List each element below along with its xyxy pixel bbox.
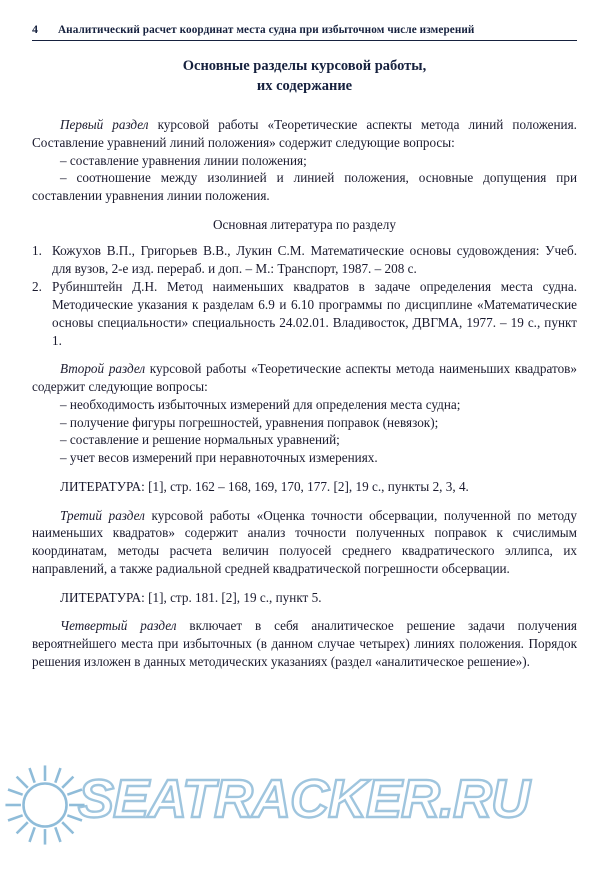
header-divider xyxy=(32,40,577,41)
section-second-intro xyxy=(32,360,577,396)
list-item xyxy=(32,278,577,349)
section-second-bullet-2: – получение фигуры погрешностей, уравнения поправок (невязок); xyxy=(60,414,439,430)
section-second-bullet-3: – составление и решение нормальных уравнений; xyxy=(60,432,340,448)
section-third-literature: ЛИТЕРАТУРА: [1], стр. 181. [2], 19 с., пункт 5. xyxy=(60,589,322,605)
section-third-text: курсовой работы «Оценка точности обсервации, полученной по методу наименьших квадратов» содержит анализ точности полученных поправок к счислимым координатам, методы расчета величин полуосей среднего квадратического эллипса, их направлений, а также радиальной средней квадратической погрешности обсервации. xyxy=(32,507,577,576)
section-second-bullet-1: – необходимость избыточных измерений для определения места судна; xyxy=(60,396,461,412)
section-first-text: курсовой работы «Теоретические аспекты метода линий положения. Составление уравнений линий положения» содержит следующие вопросы: xyxy=(32,117,577,150)
reference-number: 2. xyxy=(32,279,42,295)
reference-number: 1. xyxy=(32,242,42,258)
running-head xyxy=(32,22,577,37)
references-heading: Основная литература по разделу xyxy=(213,216,396,232)
section-second-literature: ЛИТЕРАТУРА: [1], стр. 162 – 168, 169, 170, 177. [2], 19 с., пункты 2, 3, 4. xyxy=(60,478,469,494)
section-fourth-text: включает в себя аналитическое решение задачи получения вероятнейшего места при избыточных (в данном случае четырех) линиях положения. Порядок решения изложен в данных методических указаниях (раздел «аналитическое решение»). xyxy=(32,618,577,669)
section-third-lead: Третий раздел xyxy=(60,507,145,523)
page-number: 4 xyxy=(32,22,39,36)
section-first-bullet-1: – составление уравнения линии положения; xyxy=(60,152,307,168)
section-second-text: курсовой работы «Теоретические аспекты метода наименьших квадратов» содержит следующие вопросы: xyxy=(32,361,577,395)
watermark-text: SEATRACKER.RU xyxy=(78,769,530,829)
running-title: Аналитический расчет координат места судна при избыточном числе измерений xyxy=(58,24,475,36)
section-fourth-lead: Четвертый раздел xyxy=(60,618,177,634)
reference-text: Кожухов В.П., Григорьев В.В., Лукин С.М. Математические основы судовождения: Учеб. для вузов, 2-е изд. перераб. и доп. – М.: Транспорт, 1987. – 208 с. xyxy=(52,242,577,276)
references-list xyxy=(32,242,577,350)
section-second-bullet-4: – учет весов измерений при неравноточных измерениях. xyxy=(60,450,378,466)
section-first-lead: Первый раздел xyxy=(60,117,149,133)
page-title-line-1: Основные разделы курсовой работы, xyxy=(182,58,427,74)
section-second-lead: Второй раздел xyxy=(60,361,146,377)
reference-text: Рубинштейн Д.Н. Метод наименьших квадратов в задаче определения места судна. Методические указания к разделам 6.9 и 6.10 программы по дисциплине «Математические основы специальности» специальность 24.02.01. Владивосток, ДВГМА, 1977. – 19 с., пункт 1. xyxy=(52,279,577,348)
page-title-line-2: их содержание xyxy=(256,77,353,94)
page-title xyxy=(32,57,577,96)
section-third-intro xyxy=(32,507,577,578)
section-first-intro xyxy=(32,116,577,152)
list-item xyxy=(32,242,577,278)
section-first-bullet-2: – соотношение между изолинией и линией положения, основные допущения при составлении уравнения линии положения. xyxy=(32,170,577,204)
section-fourth-intro xyxy=(32,617,577,670)
